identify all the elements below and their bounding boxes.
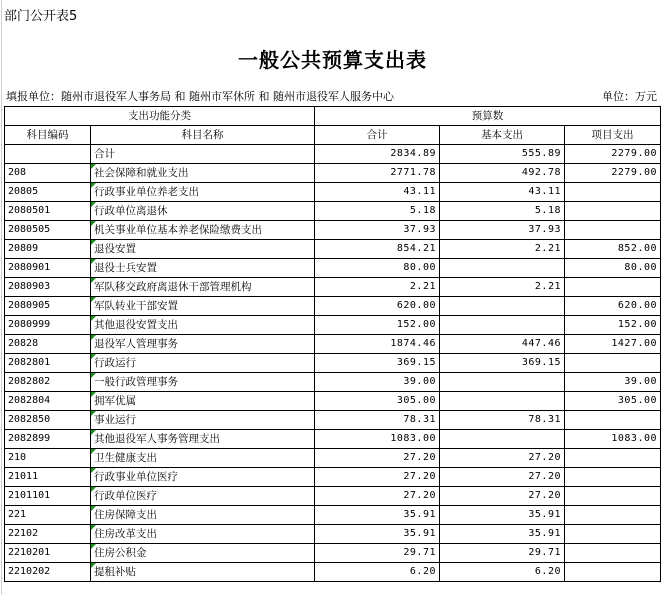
row-project	[565, 202, 661, 221]
row-name	[91, 373, 315, 392]
table-row	[5, 544, 661, 563]
row-basic: 27.20	[440, 468, 565, 487]
row-total: 80.00	[315, 259, 440, 278]
row-name	[91, 430, 315, 449]
cell-comment-marker	[91, 221, 96, 226]
row-name	[91, 525, 315, 544]
sheet-tag: 部门公开表5	[4, 9, 78, 24]
row-total: 35.91	[315, 506, 440, 525]
table-row	[5, 449, 661, 468]
row-name-text: 退役军人管理事务	[94, 338, 178, 350]
row-project	[565, 278, 661, 297]
row-code: 2080905	[5, 297, 91, 316]
row-total: 305.00	[315, 392, 440, 411]
row-total: 6.20	[315, 563, 440, 582]
header-code: 科目编码	[5, 126, 91, 145]
row-name-text: 其他退役军人事务管理支出	[94, 433, 220, 445]
cell-comment-marker	[91, 240, 96, 245]
row-total: 37.93	[315, 221, 440, 240]
row-name	[91, 544, 315, 563]
row-basic: 2.21	[440, 240, 565, 259]
row-total: 2834.89	[315, 145, 440, 164]
row-code: 2082801	[5, 354, 91, 373]
row-name-text: 一般行政管理事务	[94, 376, 178, 388]
header-project: 项目支出	[565, 126, 661, 145]
row-name	[91, 145, 315, 164]
row-project: 80.00	[565, 259, 661, 278]
row-name	[91, 164, 315, 183]
table-row	[5, 563, 661, 582]
row-basic: 5.18	[440, 202, 565, 221]
header-basic: 基本支出	[440, 126, 565, 145]
budget-table	[4, 106, 661, 582]
row-code: 2082804	[5, 392, 91, 411]
row-code: 2082802	[5, 373, 91, 392]
row-basic: 27.20	[440, 487, 565, 506]
row-project: 1083.00	[565, 430, 661, 449]
row-project	[565, 468, 661, 487]
header-row-group	[5, 107, 661, 126]
row-name-text: 退役安置	[94, 243, 136, 255]
row-basic: 37.93	[440, 221, 565, 240]
row-basic	[440, 392, 565, 411]
cell-comment-marker	[91, 563, 96, 568]
row-name-text: 行政单位离退休	[94, 205, 168, 217]
row-code: 2210201	[5, 544, 91, 563]
cell-comment-marker	[91, 487, 96, 492]
row-name-text: 行政运行	[94, 357, 136, 369]
row-name-text: 住房改革支出	[94, 528, 157, 540]
header-name: 科目名称	[91, 126, 315, 145]
row-name	[91, 354, 315, 373]
row-basic: 27.20	[440, 449, 565, 468]
row-name-text: 合计	[94, 148, 115, 160]
row-basic: 43.11	[440, 183, 565, 202]
row-name	[91, 221, 315, 240]
table-row	[5, 202, 661, 221]
table-row	[5, 468, 661, 487]
cell-comment-marker	[91, 411, 96, 416]
row-code: 21011	[5, 468, 91, 487]
row-name	[91, 411, 315, 430]
unit-line	[6, 88, 657, 104]
row-name-text: 住房保障支出	[94, 509, 157, 521]
table-row	[5, 487, 661, 506]
table-row	[5, 354, 661, 373]
row-basic	[440, 316, 565, 335]
row-name-text: 事业运行	[94, 414, 136, 426]
row-name-text: 行政事业单位养老支出	[94, 186, 199, 198]
row-project	[565, 487, 661, 506]
table-row	[5, 316, 661, 335]
row-total: 27.20	[315, 468, 440, 487]
row-name-text: 行政单位医疗	[94, 490, 157, 502]
row-basic: 369.15	[440, 354, 565, 373]
row-name	[91, 487, 315, 506]
cell-comment-marker	[91, 525, 96, 530]
row-basic: 35.91	[440, 525, 565, 544]
row-name	[91, 278, 315, 297]
row-basic	[440, 259, 565, 278]
row-project	[565, 411, 661, 430]
reporting-unit: 填报单位：随州市退役军人事务局 和 随州市军休所 和 随州市退役军人服务中心	[6, 90, 394, 103]
row-basic: 2.21	[440, 278, 565, 297]
row-total: 5.18	[315, 202, 440, 221]
cell-comment-marker	[91, 297, 96, 302]
header-budget-group: 预算数	[315, 107, 661, 126]
cell-comment-marker	[91, 354, 96, 359]
row-basic: 78.31	[440, 411, 565, 430]
row-name-text: 提租补贴	[94, 566, 136, 578]
row-total: 27.20	[315, 487, 440, 506]
row-project: 2279.00	[565, 164, 661, 183]
cell-comment-marker	[91, 430, 96, 435]
row-name	[91, 183, 315, 202]
row-basic: 555.89	[440, 145, 565, 164]
table-row	[5, 221, 661, 240]
cell-comment-marker	[91, 468, 96, 473]
row-code: 2210202	[5, 563, 91, 582]
row-total: 39.00	[315, 373, 440, 392]
table-row	[5, 411, 661, 430]
row-total: 78.31	[315, 411, 440, 430]
row-basic: 492.78	[440, 164, 565, 183]
row-total: 620.00	[315, 297, 440, 316]
row-code: 2082899	[5, 430, 91, 449]
row-name	[91, 297, 315, 316]
row-code: 20828	[5, 335, 91, 354]
row-total: 369.15	[315, 354, 440, 373]
row-code	[5, 145, 91, 164]
row-project: 852.00	[565, 240, 661, 259]
row-basic: 35.91	[440, 506, 565, 525]
cell-comment-marker	[91, 373, 96, 378]
table-row	[5, 335, 661, 354]
row-basic: 29.71	[440, 544, 565, 563]
row-code: 208	[5, 164, 91, 183]
currency-unit: 单位：万元	[602, 90, 657, 103]
row-code: 20805	[5, 183, 91, 202]
row-total: 27.20	[315, 449, 440, 468]
page-title: 一般公共预算支出表	[238, 48, 427, 72]
row-project: 620.00	[565, 297, 661, 316]
row-project: 2279.00	[565, 145, 661, 164]
row-project	[565, 544, 661, 563]
row-total: 29.71	[315, 544, 440, 563]
row-name	[91, 202, 315, 221]
row-name-text: 退役士兵安置	[94, 262, 157, 274]
row-project	[565, 221, 661, 240]
row-name-text: 其他退役安置支出	[94, 319, 178, 331]
table-row	[5, 259, 661, 278]
row-name-text: 军队转业干部安置	[94, 300, 178, 312]
row-project	[565, 563, 661, 582]
row-total: 1083.00	[315, 430, 440, 449]
row-project: 1427.00	[565, 335, 661, 354]
row-code: 2080501	[5, 202, 91, 221]
row-basic: 6.20	[440, 563, 565, 582]
row-name	[91, 259, 315, 278]
table-row	[5, 506, 661, 525]
row-code: 20809	[5, 240, 91, 259]
row-code: 2082850	[5, 411, 91, 430]
row-name-text: 住房公积金	[94, 547, 147, 559]
row-name-text: 军队移交政府离退休干部管理机构	[94, 281, 252, 293]
row-project: 305.00	[565, 392, 661, 411]
row-total: 2.21	[315, 278, 440, 297]
cell-comment-marker	[91, 259, 96, 264]
row-code: 2080901	[5, 259, 91, 278]
row-project: 152.00	[565, 316, 661, 335]
row-name	[91, 563, 315, 582]
row-code: 2080505	[5, 221, 91, 240]
header-total: 合计	[315, 126, 440, 145]
cell-comment-marker	[91, 392, 96, 397]
row-project	[565, 506, 661, 525]
row-code: 2101101	[5, 487, 91, 506]
table-row	[5, 183, 661, 202]
row-basic	[440, 373, 565, 392]
row-code: 22102	[5, 525, 91, 544]
table-row	[5, 164, 661, 183]
sheet-left-edge	[1, 0, 2, 595]
row-total: 35.91	[315, 525, 440, 544]
cell-comment-marker	[91, 506, 96, 511]
table-row	[5, 278, 661, 297]
cell-comment-marker	[91, 164, 96, 169]
row-total: 1874.46	[315, 335, 440, 354]
row-code: 2080999	[5, 316, 91, 335]
row-basic	[440, 430, 565, 449]
table-row	[5, 392, 661, 411]
cell-comment-marker	[91, 449, 96, 454]
row-code: 210	[5, 449, 91, 468]
row-name-text: 机关事业单位基本养老保险缴费支出	[94, 224, 262, 236]
row-project: 39.00	[565, 373, 661, 392]
row-basic: 447.46	[440, 335, 565, 354]
row-name	[91, 335, 315, 354]
table-row	[5, 525, 661, 544]
cell-comment-marker	[91, 183, 96, 188]
row-name	[91, 468, 315, 487]
row-name	[91, 240, 315, 259]
row-code: 221	[5, 506, 91, 525]
table-row	[5, 373, 661, 392]
row-name-text: 行政事业单位医疗	[94, 471, 178, 483]
row-name	[91, 316, 315, 335]
table-row	[5, 430, 661, 449]
cell-comment-marker	[91, 202, 96, 207]
cell-comment-marker	[91, 278, 96, 283]
row-project	[565, 525, 661, 544]
row-name-text: 社会保障和就业支出	[94, 167, 189, 179]
header-row-columns	[5, 126, 661, 145]
row-code: 2080903	[5, 278, 91, 297]
cell-comment-marker	[91, 316, 96, 321]
table-row	[5, 240, 661, 259]
row-total: 2771.78	[315, 164, 440, 183]
row-project	[565, 449, 661, 468]
row-name-text: 卫生健康支出	[94, 452, 157, 464]
table-row	[5, 145, 661, 164]
header-function-group: 支出功能分类	[5, 107, 315, 126]
row-name	[91, 392, 315, 411]
row-basic	[440, 297, 565, 316]
table-row	[5, 297, 661, 316]
cell-comment-marker	[91, 335, 96, 340]
row-total: 152.00	[315, 316, 440, 335]
row-name	[91, 449, 315, 468]
row-name-text: 拥军优属	[94, 395, 136, 407]
row-project	[565, 183, 661, 202]
cell-comment-marker	[91, 544, 96, 549]
row-name	[91, 506, 315, 525]
row-project	[565, 354, 661, 373]
row-total: 854.21	[315, 240, 440, 259]
row-total: 43.11	[315, 183, 440, 202]
